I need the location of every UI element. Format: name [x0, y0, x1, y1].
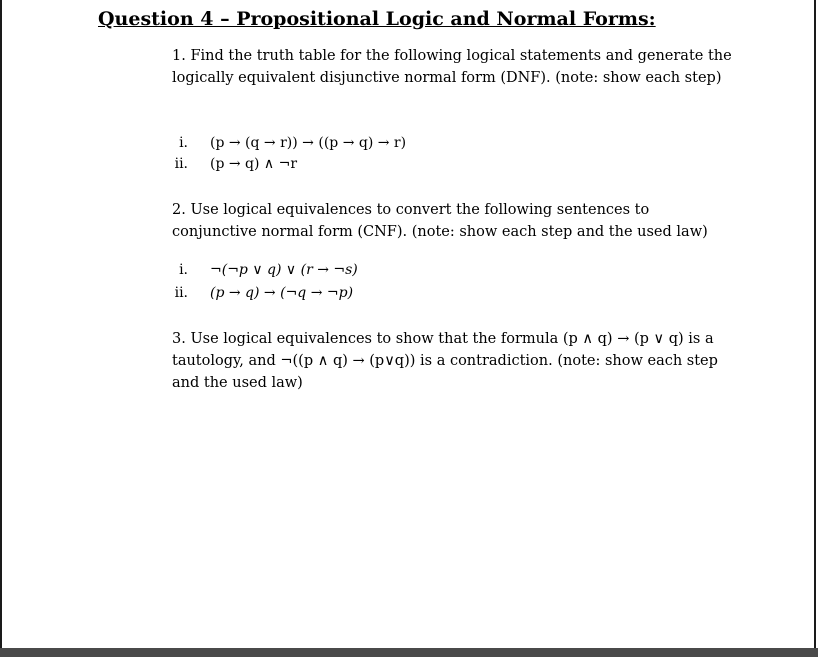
page-title: Question 4 – Propositional Logic and Normal Forms: — [98, 8, 656, 30]
item-numeral: i. — [179, 262, 188, 278]
viewer-bottom-bar — [0, 648, 818, 657]
question-1-text: 1. Find the truth table for the following logical statements and generate the logically equivalent disjunctive normal form (DNF). (note: show each step) — [172, 48, 732, 86]
logic-expression: (p → (q → r)) → ((p → q) → r) — [210, 135, 407, 151]
question-2-text: 2. Use logical equivalences to convert the following sentences to conjunctive normal form (CNF). (note: show each step and the used law) — [172, 202, 708, 240]
item-numeral: ii. — [174, 285, 188, 301]
logic-expression: ¬(¬p ∨ q) ∨ (r → ¬s) — [210, 262, 358, 278]
logic-expression: (p → q) → (¬q → ¬p) — [210, 285, 354, 301]
item-numeral: i. — [179, 135, 188, 151]
logic-expression: (p → q) ∧ ¬r — [210, 156, 298, 172]
item-numeral: ii. — [174, 156, 188, 172]
question-3-text: 3. Use logical equivalences to show that the formula (p ∧ q) → (p ∨ q) is a tautology, and ¬((p ∧ q) → (p∨q)) is a contradiction. (note: show each step and the used law) — [172, 331, 718, 391]
